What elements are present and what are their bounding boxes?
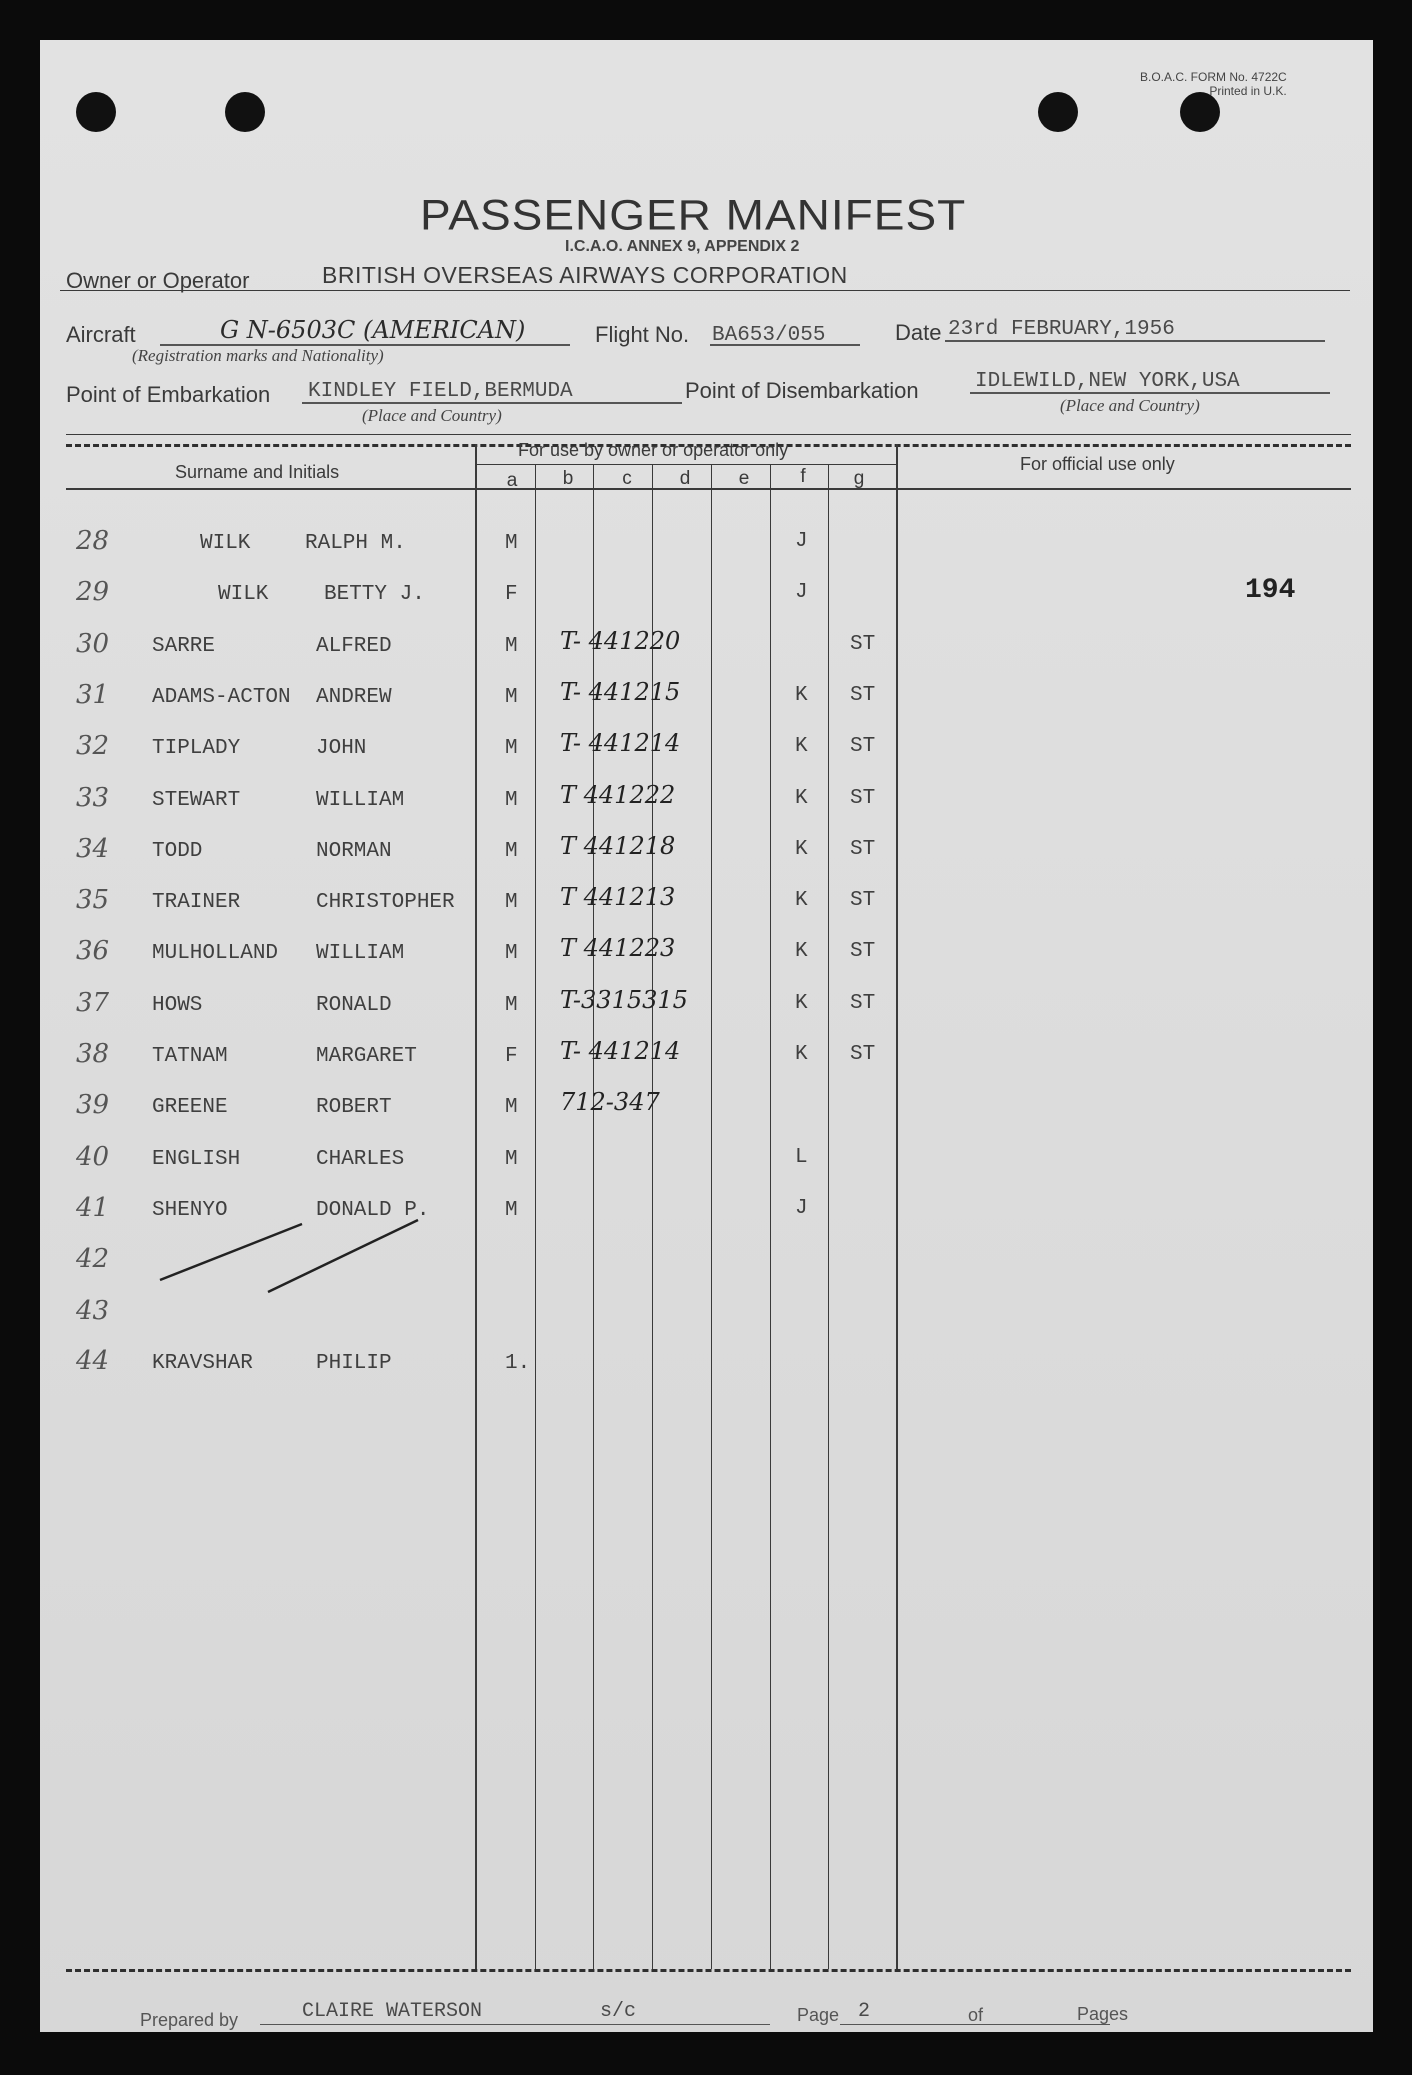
column-a-header: a [506, 470, 518, 491]
ticket-cell: T 441223 [560, 934, 676, 963]
row-number: 42 [76, 1244, 110, 1275]
surname-cell: TIPLADY [152, 737, 241, 761]
surname-cell: MULHOLLAND [152, 942, 279, 966]
prepared-suffix: s/c [600, 2000, 637, 2023]
initials-cell: ALFRED [316, 634, 392, 658]
column-f-cell: J [795, 1196, 808, 1220]
row-number: 31 [76, 679, 110, 710]
surname-cell: TRAINER [152, 891, 241, 915]
initials-cell: RONALD [316, 993, 392, 1017]
row-number: 44 [76, 1346, 110, 1376]
printed-text: Printed in U.K. [1209, 84, 1287, 98]
page-underline [840, 2024, 1110, 2025]
surname-cell: ENGLISH [152, 1147, 241, 1171]
surname-cell: STEWART [152, 788, 241, 812]
prepared-label: Prepared by [140, 2010, 239, 2030]
column-a-cell: M [505, 1147, 518, 1171]
row-number: 37 [76, 987, 110, 1018]
page-title: PASSENGER MANIFEST [420, 191, 967, 239]
disembarkation-label: Point of Disembarkation [685, 378, 919, 403]
initials-cell: RALPH M. [305, 532, 406, 555]
column-g-cell: ST [850, 632, 876, 656]
column-a-cell: M [505, 1198, 518, 1222]
initials-cell: WILLIAM [316, 788, 405, 812]
form-number-text: B.O.A.C. FORM No. 4722C [1140, 70, 1287, 84]
column-a-cell: M [505, 685, 518, 709]
prepared-value: CLAIRE WATERSON [302, 2000, 483, 2023]
initials-cell: ANDREW [316, 685, 392, 709]
surname-cell: SARRE [152, 634, 216, 658]
prepared-underline [260, 2024, 770, 2025]
of-label: of [968, 2005, 984, 2025]
surname-cell: SHENYO [152, 1198, 228, 1222]
column-g-cell: ST [850, 940, 876, 964]
row-number: 38 [76, 1039, 110, 1069]
column-a-cell: M [505, 993, 518, 1017]
column-b-header: b [562, 468, 574, 489]
date-label: Date [895, 320, 942, 345]
aircraft-hint: (Registration marks and Nationality) [132, 346, 384, 365]
column-f-cell: K [795, 1043, 808, 1066]
row-number: 39 [76, 1090, 110, 1121]
disembarkation-value: IDLEWILD,NEW YORK,USA [975, 370, 1240, 393]
column-f-cell: L [795, 1145, 808, 1169]
initials-cell: NORMAN [316, 839, 392, 863]
pages-label: Pages [1077, 2004, 1129, 2024]
embarkation-label: Point of Embarkation [66, 382, 271, 407]
ticket-cell: T- 441220 [560, 626, 681, 655]
surname-cell: TODD [152, 839, 203, 863]
embarkation-value: KINDLEY FIELD,BERMUDA [308, 380, 573, 403]
column-g-cell: ST [850, 889, 876, 913]
surname-header: Surname and Initials [175, 462, 340, 482]
aircraft-label: Aircraft [66, 322, 136, 347]
strike-lines [40, 40, 1373, 2032]
page-value: 2 [858, 2000, 871, 2023]
column-f-cell: K [795, 991, 808, 1015]
row-number: 43 [76, 1295, 110, 1326]
official-header: For official use only [1020, 454, 1175, 474]
owner-value: BRITISH OVERSEAS AIRWAYS CORPORATION [322, 262, 848, 288]
surname-cell: WILK [200, 532, 251, 555]
column-d-header: d [679, 468, 691, 489]
column-a-cell: 1. [505, 1352, 531, 1375]
column-e-header: e [738, 468, 750, 489]
column-g-cell: ST [850, 1043, 876, 1066]
row-number: 40 [76, 1141, 110, 1172]
surname-cell: KRAVSHAR [152, 1352, 253, 1375]
surname-cell: GREENE [152, 1096, 228, 1120]
row-number: 35 [76, 885, 110, 916]
footer-rule [66, 1969, 1351, 1972]
ticket-cell: T- 441215 [560, 677, 681, 706]
surname-cell: TATNAM [152, 1045, 228, 1068]
manifest-sheet [40, 40, 1373, 2032]
ticket-cell: T-3315315 [560, 985, 688, 1014]
flight-label: Flight No. [595, 322, 690, 347]
surname-cell: ADAMS-ACTON [152, 685, 291, 709]
column-g-cell: ST [850, 735, 876, 759]
column-f-cell: K [795, 786, 808, 810]
column-g-cell: ST [850, 683, 876, 707]
column-a-cell: M [505, 532, 518, 555]
initials-cell: DONALD P. [316, 1198, 430, 1222]
initials-cell: ROBERT [316, 1096, 392, 1120]
column-a-cell: M [505, 839, 518, 863]
column-f-cell: J [795, 530, 808, 553]
initials-cell: WILLIAM [316, 942, 405, 966]
column-c-header: c [622, 468, 632, 489]
row-number: 33 [76, 782, 110, 813]
row-number: 41 [76, 1192, 110, 1223]
ticket-cell: T- 441214 [560, 1037, 681, 1065]
column-a-cell: M [505, 634, 518, 658]
column-g-cell: ST [850, 786, 876, 810]
column-f-cell: K [795, 889, 808, 913]
owner-label: Owner or Operator [66, 268, 250, 293]
column-a-cell: M [505, 788, 518, 812]
flight-value: BA653/055 [712, 324, 826, 347]
ticket-cell: T 441222 [560, 780, 676, 809]
page-subtitle: I.C.A.O. ANNEX 9, APPENDIX 2 [565, 238, 800, 255]
official-number: 194 [1245, 575, 1296, 606]
column-g-cell: ST [850, 991, 876, 1015]
column-f-header: f [800, 466, 806, 487]
ticket-cell: T 441218 [560, 831, 676, 860]
column-f-cell: J [795, 581, 808, 605]
initials-cell: PHILIP [316, 1352, 392, 1375]
ticket-cell: 712-347 [560, 1088, 660, 1117]
surname-cell: WILK [218, 583, 269, 607]
initials-cell: MARGARET [316, 1045, 417, 1068]
column-a-cell: M [505, 737, 518, 761]
initials-cell: JOHN [316, 737, 367, 761]
column-a-cell: F [505, 583, 518, 607]
row-number: 36 [76, 936, 110, 967]
disembarkation-hint: (Place and Country) [1060, 396, 1200, 415]
column-f-cell: K [795, 940, 808, 964]
column-a-cell: M [505, 942, 518, 966]
row-number: 34 [76, 833, 110, 864]
surname-cell: HOWS [152, 993, 203, 1017]
initials-cell: CHARLES [316, 1147, 405, 1171]
column-f-cell: K [795, 837, 808, 861]
column-a-cell: F [505, 1045, 518, 1068]
column-g-cell: ST [850, 837, 876, 861]
ticket-cell: T 441213 [560, 883, 676, 912]
row-number: 28 [76, 526, 110, 556]
initials-cell: BETTY J. [324, 583, 425, 607]
ticket-cell: T- 441214 [560, 729, 681, 758]
column-a-cell: M [505, 1096, 518, 1120]
page-label: Page [797, 2005, 840, 2025]
column-f-cell: K [795, 735, 808, 759]
column-f-cell: K [795, 683, 808, 707]
row-number: 32 [76, 731, 110, 762]
operator-header: For use by owner or operator only [518, 440, 789, 460]
row-number: 30 [76, 628, 110, 659]
column-a-cell: M [505, 891, 518, 915]
embarkation-hint: (Place and Country) [362, 406, 502, 425]
initials-cell: CHRISTOPHER [316, 891, 455, 915]
row-number: 29 [76, 577, 110, 608]
aircraft-value: G N-6503C (AMERICAN) [220, 316, 526, 344]
column-g-header: g [853, 468, 865, 489]
date-value: 23rd FEBRUARY,1956 [948, 318, 1175, 341]
